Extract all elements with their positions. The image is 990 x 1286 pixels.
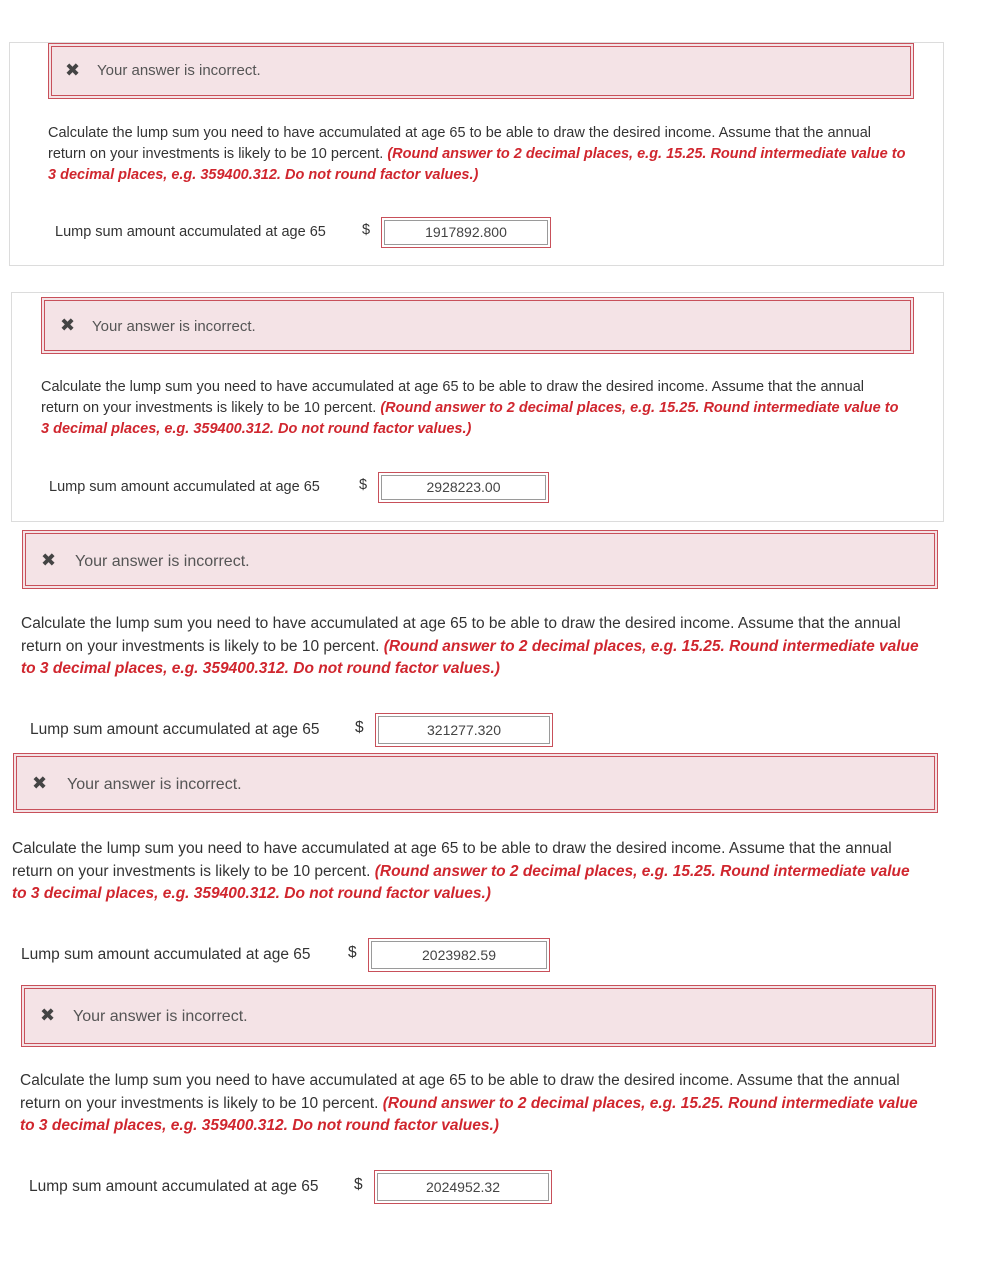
incorrect-message: Your answer is incorrect. bbox=[67, 776, 242, 793]
question-text bbox=[41, 377, 901, 440]
question-intro: Calculate the lump sum you need to have accumulated at age 65 to be able to draw the desired income. Assume that the annual return on your investments is likely to be 10 percent. bbox=[41, 379, 864, 416]
incorrect-banner bbox=[48, 43, 914, 99]
answer-input[interactable]: 321277.320 bbox=[375, 713, 553, 747]
close-x-icon: ✖ bbox=[32, 773, 48, 793]
close-x-icon: ✖ bbox=[60, 315, 76, 335]
question-text bbox=[48, 123, 906, 186]
answer-input[interactable]: 2023982.59 bbox=[368, 938, 550, 972]
incorrect-banner bbox=[21, 985, 936, 1047]
lump-sum-label: Lump sum amount accumulated at age 65 bbox=[29, 1178, 319, 1195]
currency-symbol: $ bbox=[362, 222, 371, 238]
currency-symbol: $ bbox=[355, 719, 364, 736]
incorrect-banner bbox=[41, 297, 914, 354]
lump-sum-label: Lump sum amount accumulated at age 65 bbox=[55, 224, 326, 240]
incorrect-message: Your answer is incorrect. bbox=[97, 62, 261, 79]
attempt-panel-1 bbox=[9, 42, 944, 266]
question-text bbox=[21, 613, 921, 681]
question-hint: (Round answer to 2 decimal places, e.g. 15.25. Round intermediate value to 3 decimal places, e.g. 359400.312. Do not round factor values.) bbox=[12, 862, 910, 902]
incorrect-message: Your answer is incorrect. bbox=[75, 553, 250, 570]
question-text bbox=[20, 1070, 920, 1138]
currency-symbol: $ bbox=[359, 477, 368, 493]
question-intro: Calculate the lump sum you need to have accumulated at age 65 to be able to draw the desired income. Assume that the annual return on your investments is likely to be 10 percent. bbox=[20, 1072, 900, 1112]
question-intro: Calculate the lump sum you need to have accumulated at age 65 to be able to draw the desired income. Assume that the annual return on your investments is likely to be 10 percent. bbox=[48, 125, 871, 162]
question-hint: (Round answer to 2 decimal places, e.g. 15.25. Round intermediate value to 3 decimal places, e.g. 359400.312. Do not round factor values.) bbox=[48, 146, 906, 183]
lump-sum-label: Lump sum amount accumulated at age 65 bbox=[30, 721, 320, 738]
close-x-icon: ✖ bbox=[65, 60, 81, 80]
question-intro: Calculate the lump sum you need to have accumulated at age 65 to be able to draw the desired income. Assume that the annual return on your investments is likely to be 10 percent. bbox=[12, 840, 892, 880]
attempt-panel-2 bbox=[11, 292, 944, 522]
currency-symbol: $ bbox=[348, 944, 357, 961]
lump-sum-label: Lump sum amount accumulated at age 65 bbox=[21, 946, 311, 963]
incorrect-banner bbox=[22, 530, 938, 589]
answer-input[interactable]: 1917892.800 bbox=[381, 217, 551, 248]
incorrect-message: Your answer is incorrect. bbox=[73, 1008, 248, 1025]
close-x-icon: ✖ bbox=[40, 1005, 56, 1025]
incorrect-banner bbox=[13, 753, 938, 813]
question-text bbox=[12, 838, 922, 906]
question-intro: Calculate the lump sum you need to have accumulated at age 65 to be able to draw the desired income. Assume that the annual return on your investments is likely to be 10 percent. bbox=[21, 615, 901, 655]
close-x-icon: ✖ bbox=[41, 550, 57, 570]
attempt-panel-3 bbox=[0, 528, 990, 750]
question-hint: (Round answer to 2 decimal places, e.g. 15.25. Round intermediate value to 3 decimal places, e.g. 359400.312. Do not round factor values.) bbox=[21, 637, 919, 677]
question-hint: (Round answer to 2 decimal places, e.g. 15.25. Round intermediate value to 3 decimal places, e.g. 359400.312. Do not round factor values.) bbox=[41, 400, 899, 437]
lump-sum-label: Lump sum amount accumulated at age 65 bbox=[49, 479, 320, 495]
question-hint: (Round answer to 2 decimal places, e.g. 15.25. Round intermediate value to 3 decimal places, e.g. 359400.312. Do not round factor values.) bbox=[20, 1094, 918, 1134]
currency-symbol: $ bbox=[354, 1176, 363, 1193]
answer-input[interactable]: 2024952.32 bbox=[374, 1170, 552, 1204]
incorrect-message: Your answer is incorrect. bbox=[92, 318, 256, 335]
attempt-panel-5 bbox=[0, 984, 990, 1224]
attempt-panel-4 bbox=[0, 752, 990, 978]
answer-input[interactable]: 2928223.00 bbox=[378, 472, 549, 503]
